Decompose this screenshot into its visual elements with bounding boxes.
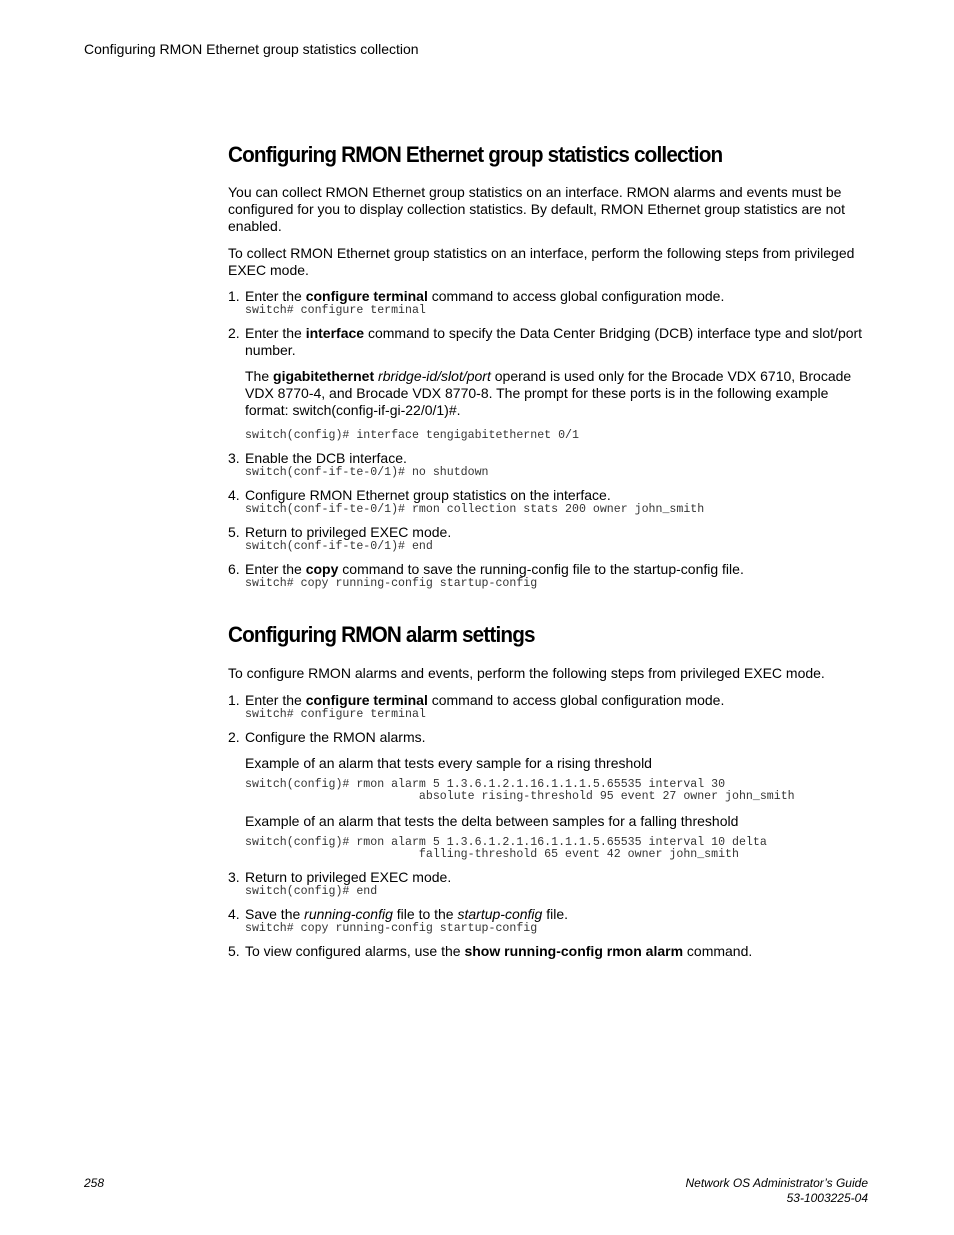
running-header: Configuring RMON Ethernet group statistics collection — [84, 41, 419, 57]
page-number: 258 — [84, 1176, 105, 1190]
step-item: 1. Enter the configure terminal command to access global configuration mode. — [228, 288, 725, 304]
intro-paragraph: To collect RMON Ethernet group statistics on an interface, perform the following steps from privileged EXEC mode. — [228, 245, 855, 278]
code-sample: switch(conf-if-te-0/1)# no shutdown — [245, 466, 489, 479]
guide-title: Network OS Administrator’s Guide — [685, 1176, 868, 1190]
code-sample: switch(config)# interface tengigabitethernet 0/1 — [245, 429, 579, 442]
code-sample: switch(conf-if-te-0/1)# end — [245, 540, 433, 553]
code-sample: switch(config)# rmon alarm 5 1.3.6.1.2.1.16.1.1.1.5.65535 interval 10 delta falling-threshold 65 event 42 owner john_smith — [245, 836, 767, 861]
page-content — [228, 140, 868, 960]
step-item: 2. Enter the interface command to specify the Data Center Bridging (DCB) interface type and slot/port number. — [228, 325, 863, 358]
code-sample: switch(conf-if-te-0/1)# rmon collection stats 200 owner john_smith — [245, 503, 705, 516]
step-item: 4. Configure RMON Ethernet group statistics on the interface. — [228, 487, 611, 503]
doc-number: 53-1003225-04 — [786, 1191, 868, 1205]
step-item: 3. Return to privileged EXEC mode. — [228, 869, 452, 885]
step-item: 5. Return to privileged EXEC mode. — [228, 524, 452, 540]
code-sample: switch# copy running-config startup-config — [245, 922, 538, 935]
step-item: 3. Enable the DCB interface. — [228, 450, 407, 466]
code-sample: switch# configure terminal — [245, 708, 426, 721]
step-item: 1. Enter the configure terminal command to access global configuration mode. — [228, 692, 725, 708]
code-sample: switch(config)# rmon alarm 5 1.3.6.1.2.1.16.1.1.1.5.65535 interval 30 absolute rising-threshold 95 event 27 owner john_smith — [245, 778, 795, 803]
example-label: Example of an alarm that tests every sample for a rising threshold — [245, 755, 652, 771]
step-item: 5. To view configured alarms, use the show running-config rmon alarm command. — [228, 943, 753, 959]
step-item: 4. Save the running-config file to the startup-config file. — [228, 906, 568, 922]
section-title-alarm: Configuring RMON alarm settings — [228, 622, 535, 647]
code-sample: switch# configure terminal — [245, 304, 426, 317]
footer-info — [685, 1176, 868, 1206]
intro-paragraph: To configure RMON alarms and events, perform the following steps from privileged EXEC mode. — [228, 665, 825, 681]
section-title-collection: Configuring RMON Ethernet group statistics collection — [228, 142, 723, 167]
code-sample: switch# copy running-config startup-config — [245, 577, 538, 590]
step-item: 6. Enter the copy command to save the running-config file to the startup-config file. — [228, 561, 744, 577]
example-label: Example of an alarm that tests the delta between samples for a falling threshold — [245, 813, 739, 829]
step-item: 2. Configure the RMON alarms. — [228, 729, 426, 745]
step-note: The gigabitethernet rbridge-id/slot/port operand is used only for the Brocade VDX 6710, Brocade VDX 8770-4, and Brocade VDX 8770-8. The prompt for these ports is in the following example format: switch(config-if-gi-22/0/1)#. — [245, 368, 852, 418]
code-sample: switch(config)# end — [245, 885, 378, 898]
intro-paragraph: You can collect RMON Ethernet group statistics on an interface. RMON alarms and events must be configured for you to display collection statistics. By default, RMON Ethernet group statistics are not enabled. — [228, 184, 846, 234]
